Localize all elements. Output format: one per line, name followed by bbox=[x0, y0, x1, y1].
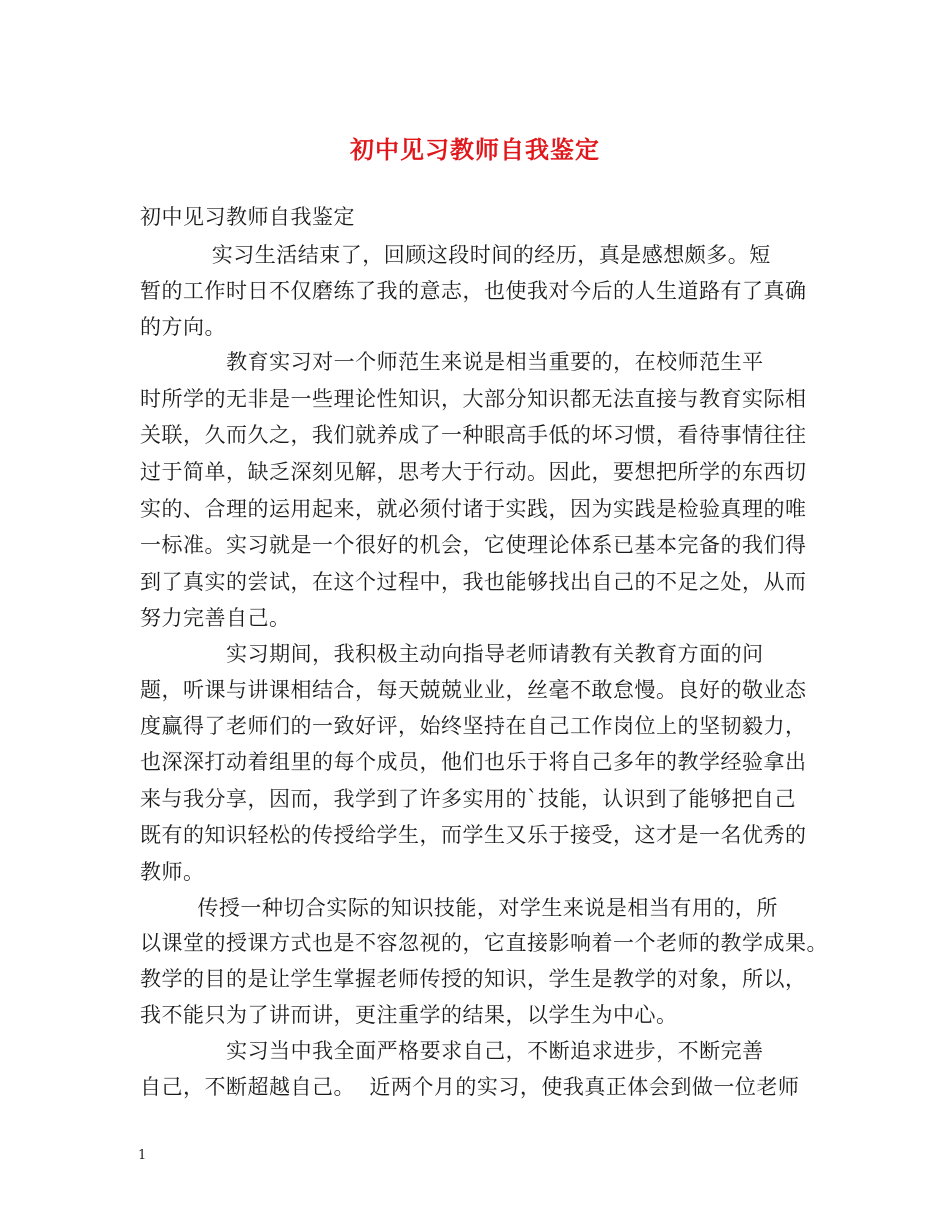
text-line: 教育实习对一个师范生来说是相当重要的，在校师范生平 bbox=[140, 350, 764, 374]
text-line: 度赢得了老师们的一致好评，始终坚持在自己工作岗位上的坚韧毅力， bbox=[140, 714, 807, 738]
text-line: 时所学的无非是一些理论性知识，大部分知识都无法直接与教育实际相 bbox=[140, 387, 807, 411]
text-line: 一标准。实习就是一个很好的机会，它使理论体系已基本完备的我们得 bbox=[140, 533, 807, 557]
text-line: 暂的工作时日不仅磨练了我的意志，也使我对今后的人生道路有了真确 bbox=[140, 279, 807, 303]
text-line: 关联，久而久之，我们就养成了一种眼高手低的坏习惯，看待事情往往 bbox=[140, 423, 807, 447]
text-line: 的方向。 bbox=[140, 315, 226, 339]
text-line: 过于简单，缺乏深刻见解，思考大于行动。因此，要想把所学的东西切 bbox=[140, 460, 807, 484]
text-line: 传授一种切合实际的知识技能，对学生来说是相当有用的，所 bbox=[140, 896, 778, 920]
text-line: 教学的目的是让学生掌握老师传授的知识，学生是教学的对象，所以， bbox=[140, 967, 807, 991]
text-line: 努力完善自己。 bbox=[140, 606, 291, 630]
text-line: 实的、合理的运用起来，就必须付诸于实践，因为实践是检验真理的唯 bbox=[140, 497, 807, 521]
text-line: 自己，不断超越自己。 近两个月的实习，使我真正体会到做一位老师 bbox=[140, 1075, 800, 1099]
text-line: 到了真实的尝试，在这个过程中，我也能够找出自己的不足之处，从而 bbox=[140, 570, 807, 594]
text-line: 也深深打动着组里的每个成员，他们也乐于将自己多年的教学经验拿出 bbox=[140, 750, 807, 774]
text-line: 来与我分享，因而，我学到了许多实用的`技能，认识到了能够把自己 bbox=[140, 787, 796, 811]
text-line: 以课堂的授课方式也是不容忽视的，它直接影响着一个老师的教学成果。 bbox=[140, 931, 828, 955]
page-title: 初中见习教师自我鉴定 bbox=[350, 135, 600, 164]
text-line: 教师。 bbox=[140, 860, 205, 884]
text-line: 实习期间，我积极主动向指导老师请教有关教育方面的问 bbox=[140, 642, 764, 666]
text-line: 实习生活结束了，回顾这段时间的经历，真是感想颇多。短 bbox=[140, 243, 771, 267]
text-line: 实习当中我全面严格要求自己，不断追求进步，不断完善 bbox=[140, 1039, 764, 1063]
text-line: 我不能只为了讲而讲，更注重学的结果，以学生为中心。 bbox=[140, 1003, 678, 1027]
text-line: 题，听课与讲课相结合，每天兢兢业业，丝毫不敢怠慢。良好的敬业态 bbox=[140, 678, 807, 702]
text-line: 既有的知识轻松的传授给学生，而学生又乐于接受，这才是一名优秀的 bbox=[140, 823, 807, 847]
page-number: 1 bbox=[138, 1148, 147, 1163]
text-line: 初中见习教师自我鉴定 bbox=[140, 205, 355, 229]
